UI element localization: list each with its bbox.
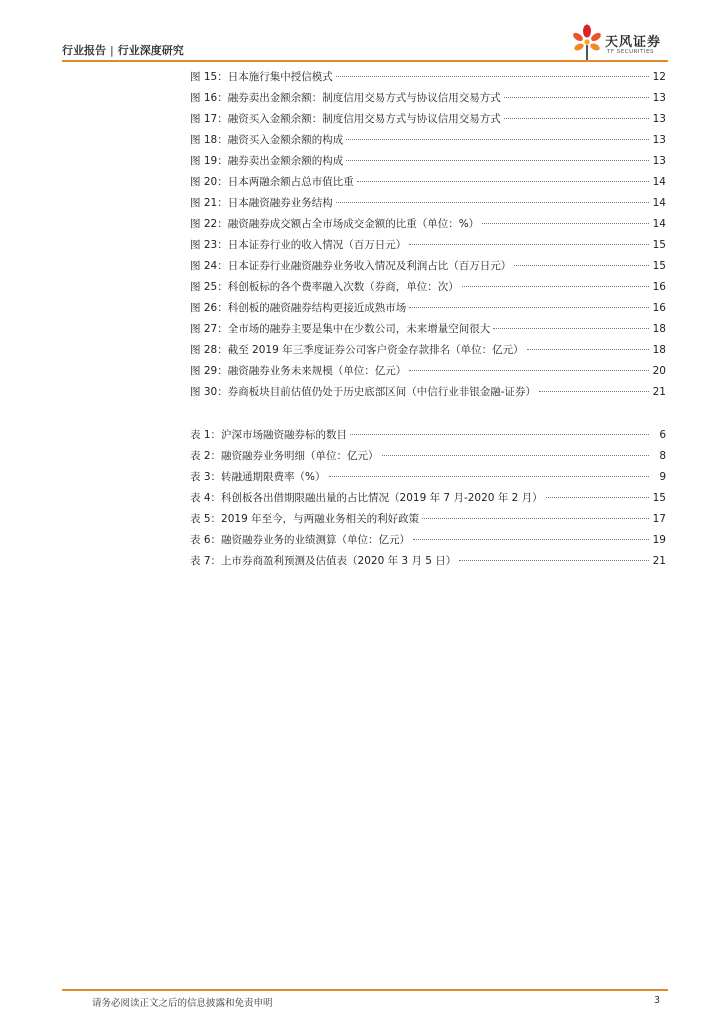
brand-name-en: TF SECURITIES bbox=[607, 49, 654, 55]
page-ref: 21 bbox=[652, 386, 666, 398]
table-of-contents bbox=[190, 67, 666, 572]
header-rule bbox=[62, 60, 668, 62]
dot-leader bbox=[336, 76, 649, 77]
brand-logo bbox=[570, 22, 670, 62]
toc-entry-figure-27[interactable]: 图 27： 全市场的融券主要是集中在少数公司，未来增量空间很大 18 bbox=[190, 319, 666, 340]
dot-leader bbox=[462, 286, 649, 287]
toc-entry-figure-26[interactable]: 图 26： 科创板的融资融券结构更接近成熟市场 16 bbox=[190, 298, 666, 319]
toc-entry-figure-20[interactable]: 图 20： 日本两融余额占总市值比重 14 bbox=[190, 172, 666, 193]
page-ref: 12 bbox=[652, 71, 666, 83]
figure-list bbox=[190, 67, 666, 403]
table-list bbox=[190, 425, 666, 572]
dot-leader bbox=[539, 391, 649, 392]
footer-disclaimer: 请务必阅读正文之后的信息披露和免责申明 bbox=[92, 998, 273, 1009]
dot-leader bbox=[504, 97, 649, 98]
dot-leader bbox=[382, 455, 649, 456]
toc-entry-table-1[interactable]: 表 1： 沪深市场融资融券标的数目 6 bbox=[190, 425, 666, 446]
dot-leader bbox=[422, 518, 649, 519]
page-ref: 16 bbox=[652, 281, 666, 293]
page-ref: 6 bbox=[659, 429, 666, 441]
report-type: 行业报告 bbox=[62, 44, 106, 57]
dot-leader bbox=[527, 349, 649, 350]
page-ref: 16 bbox=[652, 302, 666, 314]
dot-leader bbox=[504, 118, 649, 119]
page-ref: 14 bbox=[652, 218, 666, 230]
dot-leader bbox=[409, 307, 649, 308]
brand-name-cn: 天风证券 bbox=[605, 35, 662, 50]
page-ref: 13 bbox=[652, 113, 666, 125]
dot-leader bbox=[409, 244, 649, 245]
page-ref: 15 bbox=[652, 260, 666, 272]
toc-entry-table-5[interactable]: 表 5： 2019 年至今，与两融业务相关的利好政策 17 bbox=[190, 509, 666, 530]
dot-leader bbox=[546, 497, 649, 498]
dot-leader bbox=[482, 223, 649, 224]
toc-entry-table-3[interactable]: 表 3： 转融通期限费率（%） 9 bbox=[190, 467, 666, 488]
page-ref: 14 bbox=[652, 197, 666, 209]
toc-entry-figure-23[interactable]: 图 23： 日本证券行业的收入情况（百万日元） 15 bbox=[190, 235, 666, 256]
page-ref: 14 bbox=[652, 176, 666, 188]
page-ref: 18 bbox=[652, 323, 666, 335]
page-ref: 9 bbox=[659, 471, 666, 483]
dot-leader bbox=[336, 202, 649, 203]
footer-rule bbox=[62, 989, 668, 991]
dot-leader bbox=[346, 139, 649, 140]
page-ref: 21 bbox=[652, 555, 666, 567]
dot-leader bbox=[459, 560, 649, 561]
page-ref: 18 bbox=[652, 344, 666, 356]
dot-leader bbox=[329, 476, 649, 477]
page-ref: 17 bbox=[652, 513, 666, 525]
report-subtype: 行业深度研究 bbox=[117, 44, 184, 57]
page-number: 3 bbox=[654, 995, 661, 1006]
page-ref: 8 bbox=[659, 450, 666, 462]
page-ref: 13 bbox=[652, 134, 666, 146]
report-category bbox=[62, 42, 184, 58]
dot-leader bbox=[357, 181, 649, 182]
toc-entry-table-7[interactable]: 表 7： 上市券商盈利预测及估值表（2020 年 3 月 5 日） 21 bbox=[190, 551, 666, 572]
toc-entry-figure-21[interactable]: 图 21： 日本融资融券业务结构 14 bbox=[190, 193, 666, 214]
page-ref: 20 bbox=[652, 365, 666, 377]
toc-entry-figure-19[interactable]: 图 19： 融券卖出金额余额的构成 13 bbox=[190, 151, 666, 172]
dot-leader bbox=[409, 370, 649, 371]
page-ref: 15 bbox=[652, 239, 666, 251]
toc-entry-figure-29[interactable]: 图 29： 融资融券业务未来规模（单位：亿元） 20 bbox=[190, 361, 666, 382]
dot-leader bbox=[413, 539, 649, 540]
toc-entry-table-2[interactable]: 表 2： 融资融券业务明细（单位：亿元） 8 bbox=[190, 446, 666, 467]
page-ref: 13 bbox=[652, 92, 666, 104]
toc-entry-figure-17[interactable]: 图 17： 融资买入金额余额：制度信用交易方式与协议信用交易方式 13 bbox=[190, 109, 666, 130]
header-separator: | bbox=[110, 44, 114, 57]
toc-entry-figure-22[interactable]: 图 22： 融资融券成交额占全市场成交金额的比重（单位：%） 14 bbox=[190, 214, 666, 235]
dot-leader bbox=[493, 328, 649, 329]
page-ref: 13 bbox=[652, 155, 666, 167]
toc-entry-figure-28[interactable]: 图 28： 截至 2019 年三季度证券公司客户资金存款排名（单位：亿元） 18 bbox=[190, 340, 666, 361]
dot-leader bbox=[350, 434, 649, 435]
toc-entry-figure-30[interactable]: 图 30： 券商板块目前估值仍处于历史底部区间（中信行业非银金融-证券） 21 bbox=[190, 382, 666, 403]
toc-entry-table-6[interactable]: 表 6： 融资融券业务的业绩测算（单位：亿元） 19 bbox=[190, 530, 666, 551]
toc-entry-figure-16[interactable]: 图 16： 融券卖出金额余额：制度信用交易方式与协议信用交易方式 13 bbox=[190, 88, 666, 109]
toc-entry-figure-15[interactable]: 图 15： 日本施行集中授信模式 12 bbox=[190, 67, 666, 88]
toc-entry-table-4[interactable]: 表 4： 科创板各出借期限融出量的占比情况（2019 年 7 月-2020 年 2 月） 15 bbox=[190, 488, 666, 509]
dot-leader bbox=[514, 265, 649, 266]
section-gap bbox=[190, 403, 666, 425]
toc-entry-figure-25[interactable]: 图 25： 科创板标的各个费率融入次数（券商，单位：次） 16 bbox=[190, 277, 666, 298]
toc-entry-figure-24[interactable]: 图 24： 日本证券行业融资融券业务收入情况及利润占比（百万日元） 15 bbox=[190, 256, 666, 277]
flower-logo-icon bbox=[570, 24, 604, 62]
page-ref: 19 bbox=[652, 534, 666, 546]
dot-leader bbox=[346, 160, 649, 161]
page-ref: 15 bbox=[652, 492, 666, 504]
toc-entry-figure-18[interactable]: 图 18： 融资买入金额余额的构成 13 bbox=[190, 130, 666, 151]
